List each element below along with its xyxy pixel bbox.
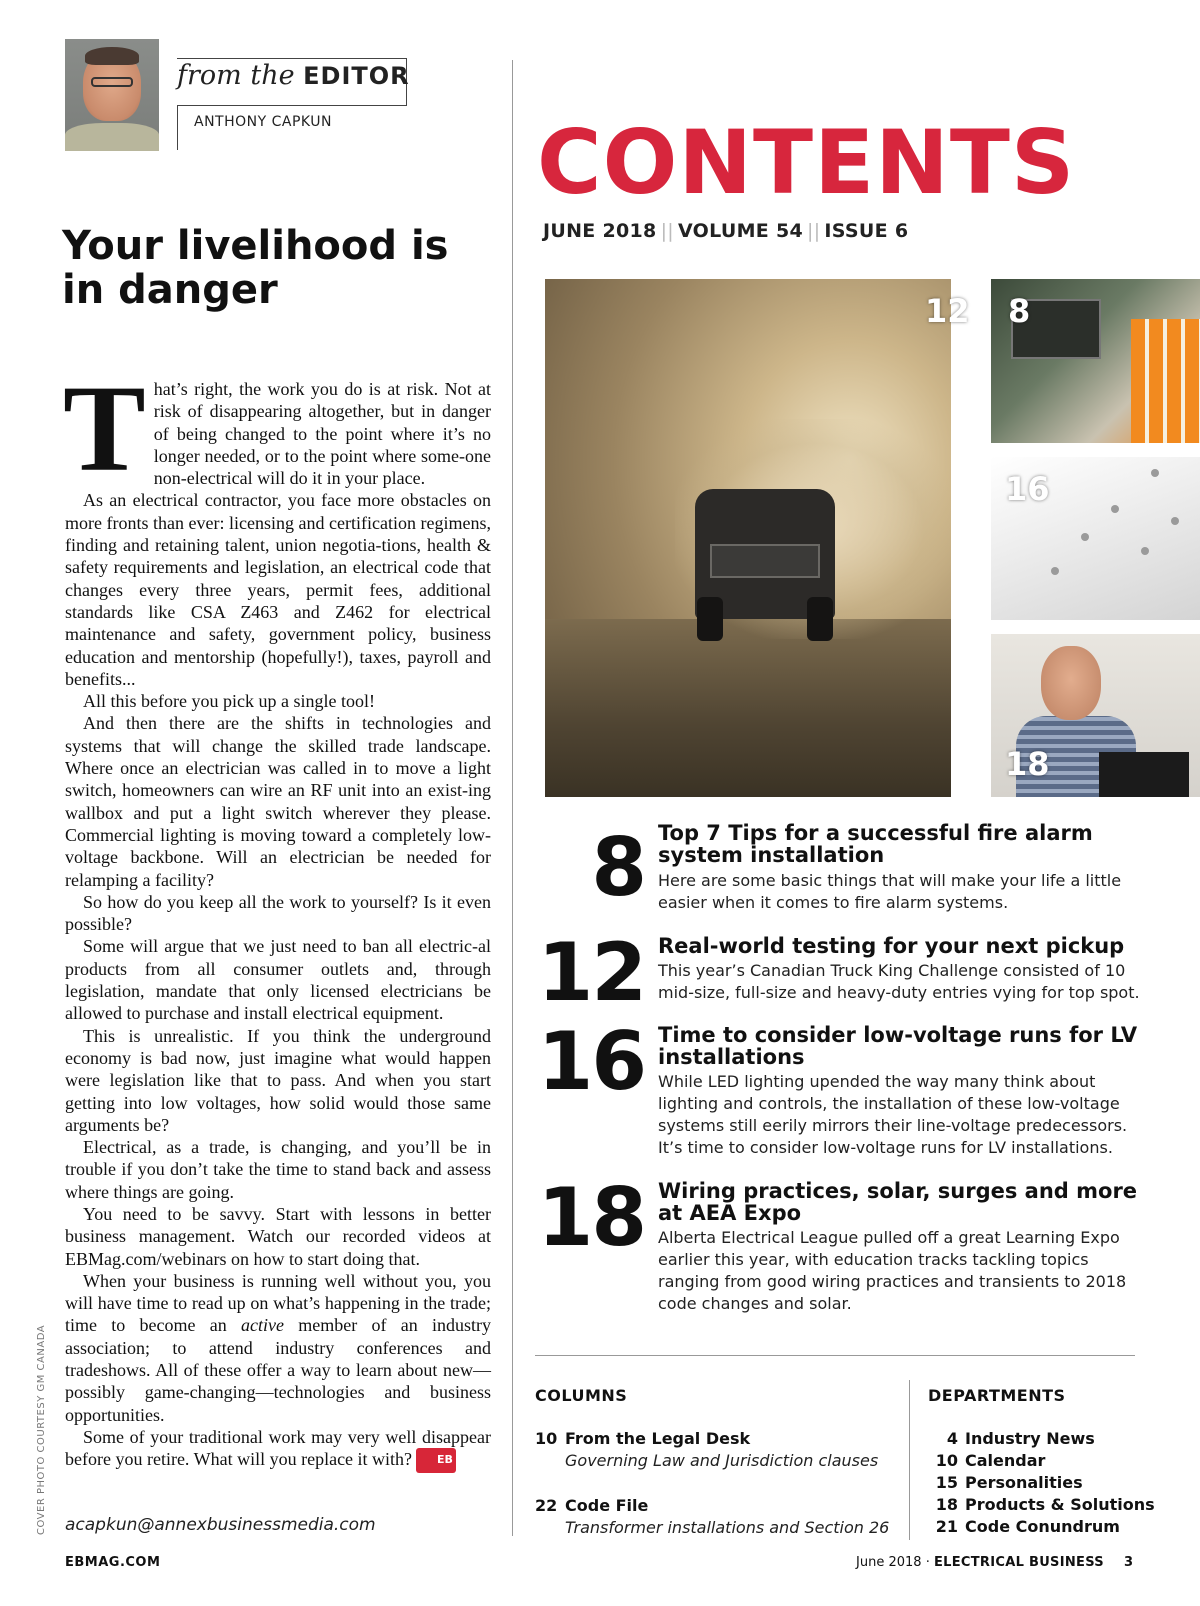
article-paragraph-1: That’s right, the work you do is at risk. Not at risk of disappearing altogether, but in danger of being changed to the point where it’s no longer needed, or to the point where some-one non-electrical will do it in your place.	[63, 360, 491, 497]
footer-folio: June 2018 · ELECTRICAL BUSINESS 3	[856, 1555, 1133, 1570]
photo-number-8: 8	[1008, 292, 1031, 330]
toc-page-number: 16	[537, 1015, 645, 1108]
dept-item-calendar[interactable]: 10 Calendar	[935, 1451, 1046, 1470]
columns-departments-divider	[909, 1380, 910, 1540]
dept-item-products-solutions[interactable]: 18 Products & Solutions	[935, 1495, 1155, 1514]
dept-item-industry-news[interactable]: 4 Industry News	[946, 1429, 1095, 1448]
article-paragraph-6: Some will argue that we just need to ban all electric-al products from all consumer outlets and, through legislation, mandate that only licensed electricians be allowed to purchase and install electrical equipment.	[65, 936, 491, 1024]
editorial-headline: Your livelihood is in danger	[62, 223, 449, 313]
editorial-body	[63, 360, 491, 1473]
article-paragraph-5: So how do you keep all the work to yourself? Is it even possible?	[65, 891, 491, 935]
page-number: 3	[1123, 1555, 1133, 1570]
issue-line: JUNE 2018 || VOLUME 54 || ISSUE 6	[543, 220, 909, 242]
editor-portrait	[65, 39, 159, 151]
toc-entry-16[interactable]	[537, 1015, 1140, 1164]
toc-entry-8[interactable]	[540, 822, 1140, 912]
columns-heading: COLUMNS	[535, 1386, 628, 1405]
issue-volume: VOLUME 54	[677, 220, 804, 242]
photo-number-12: 12	[925, 292, 970, 330]
departments-list	[928, 1428, 1188, 1538]
column-item-legal-desk[interactable]: 10 From the Legal Desk Governing Law and Jurisdiction clauses	[535, 1429, 879, 1470]
toc-description: This year’s Canadian Truck King Challenge consisted of 10 mid-size, full-size and heavy-duty entries vying for top spot.	[658, 961, 1140, 1002]
toc-entry-18[interactable]	[537, 1171, 1140, 1320]
drop-cap: T	[63, 360, 146, 497]
editor-label-frame-left	[177, 106, 178, 150]
toc-description: Here are some basic things that will make your life a little easier when it comes to fire alarm systems.	[658, 871, 1122, 912]
article-paragraph-7: This is unrealistic. If you think the underground economy is bad now, just imagine what would happen were legislation like that to pass. And when you start getting into low voltages, how solid would those same arguments be?	[65, 1025, 491, 1135]
footer-magazine: ELECTRICAL BUSINESS	[933, 1555, 1104, 1570]
footer-site[interactable]: EBMAG.COM	[65, 1555, 161, 1570]
editor-email[interactable]: acapkun@annexbusinessmedia.com	[65, 1515, 376, 1535]
article-paragraph-9: You need to be savvy. Start with lessons in better business management. Watch our recorded videos at EBMag.com/webinars on how to start doing that.	[65, 1203, 491, 1269]
toc-description: Alberta Electrical League pulled off a great Learning Expo earlier this year, with education tracks tackling topics ranging from good wiring practices and transients to 2018 code changes and solar.	[658, 1228, 1127, 1313]
toc-page-number: 18	[537, 1171, 645, 1264]
toc-title: Time to consider low-voltage runs for LV installations	[658, 1023, 1138, 1069]
toc-title: Top 7 Tips for a successful fire alarm system installation	[658, 821, 1093, 867]
photo-number-16: 16	[1005, 470, 1050, 508]
toc-page-number: 8	[591, 821, 645, 914]
toc-title: Wiring practices, solar, surges and more at AEA Expo	[658, 1179, 1138, 1225]
article-paragraph-3: All this before you pick up a single tool!	[83, 691, 375, 712]
photo-number-18: 18	[1005, 745, 1050, 783]
article-paragraph-10: When your business is running well without you, you will have time to read up on what’s happening in the trade; time to become an active member of an industry association; to attend industry conferences and tradeshows. All of these offer a way to learn about new—possibly game-changing—technologies and business opportunities.	[65, 1270, 491, 1425]
issue-number: ISSUE 6	[824, 220, 909, 242]
eb-end-mark-icon: EB	[416, 1448, 456, 1472]
dept-item-code-conundrum[interactable]: 21 Code Conundrum	[935, 1517, 1120, 1536]
article-paragraph-last: Some of your traditional work may very well disappear before you retire. What will you replace it with? EB	[65, 1426, 491, 1473]
toc-title: Real-world testing for your next pickup	[658, 934, 1125, 958]
toc-entry-12[interactable]	[537, 926, 1140, 1019]
cover-photo-credit: COVER PHOTO COURTESY GM CANADA	[36, 1324, 47, 1535]
toc-bottom-rule	[535, 1355, 1135, 1356]
dept-item-personalities[interactable]: 15 Personalities	[935, 1473, 1083, 1492]
column-item-code-file[interactable]: 22 Code File Transformer installations and Section 26	[535, 1496, 890, 1537]
column-divider	[512, 60, 513, 1536]
toc-page-number: 12	[537, 926, 645, 1019]
article-paragraph-2: As an electrical contractor, you face more obstacles on more fronts than ever: licensing and certification regimens, finding and retaining talent, union negotia-tions, health & safety requirements and legislation, an electrical code that changes every three years, permit fees, additional standards like CSA Z463 and Z462 for electrical maintenance and safety, government policy, business education and mentorship (hopefully!), taxes, payroll and benefits...	[65, 490, 491, 689]
toc-description: While LED lighting upended the way many think about lighting and controls, the installation of these low-voltage systems still eerily mirrors their line-voltage predecessors. It’s time to consider low-voltage runs for LV installations.	[658, 1072, 1128, 1157]
editor-name: ANTHONY CAPKUN	[194, 114, 332, 130]
contents-title: CONTENTS	[537, 111, 1076, 214]
editor-label-strong: EDITOR	[303, 62, 410, 90]
article-paragraph-4: And then there are the shifts in technologies and systems that will change the skilled trade landscape. Where once an electrician was called in to move a light switch, homeowners can wire an RF unit into an exist-ing wallbox and put a light switch wherever they please. Commercial lighting is moving toward a completely low-voltage backbone. Will an electrician be needed for relamping a facility?	[65, 713, 491, 890]
truck-photo[interactable]	[545, 279, 951, 797]
issue-date: JUNE 2018	[543, 220, 657, 242]
departments-heading: DEPARTMENTS	[928, 1386, 1066, 1405]
article-paragraph-8: Electrical, as a trade, is changing, and you’ll be in trouble if you don’t take the time to stand back and assess where things are going.	[65, 1137, 491, 1202]
from-the-editor-label: from the EDITOR	[177, 60, 410, 91]
